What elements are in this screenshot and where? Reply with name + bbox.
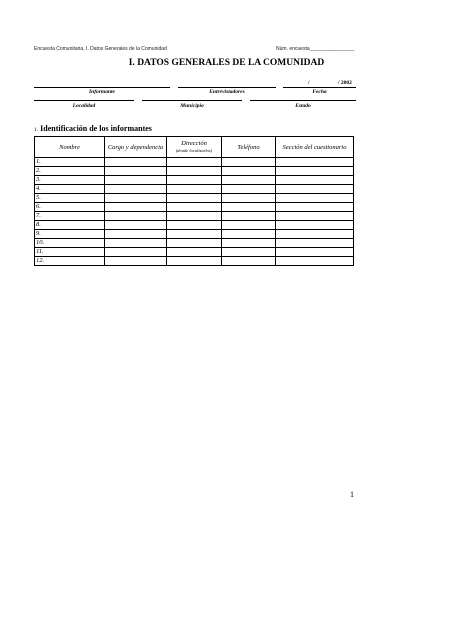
direccion-cell[interactable] — [167, 248, 222, 257]
telefono-cell[interactable] — [222, 176, 276, 185]
table-row — [35, 194, 354, 203]
direccion-cell[interactable] — [167, 239, 222, 248]
municipio-label: Municipio — [180, 103, 204, 109]
table-row — [35, 212, 354, 221]
direccion-cell[interactable] — [167, 194, 222, 203]
table-row — [35, 203, 354, 212]
table-row — [35, 176, 354, 185]
municipio-line[interactable] — [142, 100, 242, 101]
cargo-cell[interactable] — [105, 203, 167, 212]
direccion-note: (donde localizarlos) — [175, 148, 213, 153]
row-number: 4. — [35, 185, 105, 194]
cargo-cell[interactable] — [105, 194, 167, 203]
table-row — [35, 167, 354, 176]
seccion-cell[interactable] — [276, 257, 354, 266]
direccion-cell[interactable] — [167, 221, 222, 230]
telefono-cell[interactable] — [222, 167, 276, 176]
date-year: / 2002 — [338, 80, 352, 86]
telefono-cell[interactable] — [222, 158, 276, 167]
row-number: 10. — [35, 239, 105, 248]
row-number: 7. — [35, 212, 105, 221]
localidad-line[interactable] — [34, 100, 134, 101]
row-number: 8. — [35, 221, 105, 230]
page-title: I. DATOS GENERALES DE LA COMUNIDAD — [128, 58, 325, 68]
cargo-cell[interactable] — [105, 167, 167, 176]
telefono-cell[interactable] — [222, 212, 276, 221]
row-number: 1. — [35, 158, 105, 167]
table-header-row — [35, 137, 354, 158]
seccion-cell[interactable] — [276, 176, 354, 185]
row-number: 6. — [35, 203, 105, 212]
date-slash: / — [308, 80, 310, 86]
seccion-cell[interactable] — [276, 212, 354, 221]
row-number: 11. — [35, 248, 105, 257]
seccion-cell[interactable] — [276, 167, 354, 176]
seccion-cell[interactable] — [276, 248, 354, 257]
row-number: 9. — [35, 230, 105, 239]
fecha-line[interactable] — [283, 87, 356, 88]
cargo-cell[interactable] — [105, 257, 167, 266]
entrevistadores-label: Entrevistadores — [209, 89, 245, 95]
col-header-nombre: Nombre — [35, 137, 105, 158]
cargo-cell[interactable] — [105, 158, 167, 167]
informante-line[interactable] — [34, 87, 170, 88]
table-row — [35, 230, 354, 239]
direccion-cell[interactable] — [167, 212, 222, 221]
row-number: 12. — [35, 257, 105, 266]
telefono-cell[interactable] — [222, 185, 276, 194]
table-row — [35, 158, 354, 167]
row-number: 3. — [35, 176, 105, 185]
direccion-cell[interactable] — [167, 230, 222, 239]
cargo-cell[interactable] — [105, 212, 167, 221]
table-row — [35, 239, 354, 248]
direccion-cell[interactable] — [167, 167, 222, 176]
telefono-cell[interactable] — [222, 203, 276, 212]
cargo-cell[interactable] — [105, 221, 167, 230]
page-number: 1 — [350, 490, 354, 499]
seccion-cell[interactable] — [276, 194, 354, 203]
direccion-cell[interactable] — [167, 257, 222, 266]
section-heading — [34, 124, 152, 133]
seccion-cell[interactable] — [276, 185, 354, 194]
entrevistadores-line[interactable] — [178, 87, 276, 88]
telefono-cell[interactable] — [222, 230, 276, 239]
cargo-cell[interactable] — [105, 230, 167, 239]
telefono-cell[interactable] — [222, 239, 276, 248]
direccion-cell[interactable] — [167, 176, 222, 185]
col-header-direccion — [167, 137, 222, 158]
row-number: 2. — [35, 167, 105, 176]
telefono-cell[interactable] — [222, 248, 276, 257]
cargo-cell[interactable] — [105, 185, 167, 194]
col-header-cargo: Cargo y dependencia — [105, 137, 167, 158]
section-number: 1. — [34, 127, 39, 133]
seccion-cell[interactable] — [276, 203, 354, 212]
seccion-cell[interactable] — [276, 239, 354, 248]
seccion-cell[interactable] — [276, 221, 354, 230]
seccion-cell[interactable] — [276, 230, 354, 239]
table-row — [35, 257, 354, 266]
estado-line[interactable] — [250, 100, 356, 101]
col-header-telefono: Teléfono — [222, 137, 276, 158]
row-number: 5. — [35, 194, 105, 203]
direccion-cell[interactable] — [167, 158, 222, 167]
direccion-label: Dirección — [181, 140, 207, 147]
running-header-title: Encuesta Comunitaria, I. Datos Generales de la Comunidad — [34, 46, 167, 52]
informante-label: Informante — [89, 89, 115, 95]
table-row — [35, 185, 354, 194]
direccion-cell[interactable] — [167, 203, 222, 212]
cargo-cell[interactable] — [105, 248, 167, 257]
estado-label: Estado — [295, 103, 311, 109]
localidad-label: Localidad — [72, 103, 96, 109]
fecha-label: Fecha — [312, 89, 327, 95]
cargo-cell[interactable] — [105, 176, 167, 185]
survey-number-field: Núm. encuesta________________ — [276, 46, 355, 52]
telefono-cell[interactable] — [222, 194, 276, 203]
table-row — [35, 221, 354, 230]
telefono-cell[interactable] — [222, 221, 276, 230]
informants-table — [34, 136, 354, 266]
table-row — [35, 248, 354, 257]
seccion-cell[interactable] — [276, 158, 354, 167]
col-header-seccion: Sección del cuestionario — [276, 137, 354, 158]
section-title: Identificación de los informantes — [40, 124, 152, 133]
cargo-cell[interactable] — [105, 239, 167, 248]
telefono-cell[interactable] — [222, 257, 276, 266]
direccion-cell[interactable] — [167, 185, 222, 194]
